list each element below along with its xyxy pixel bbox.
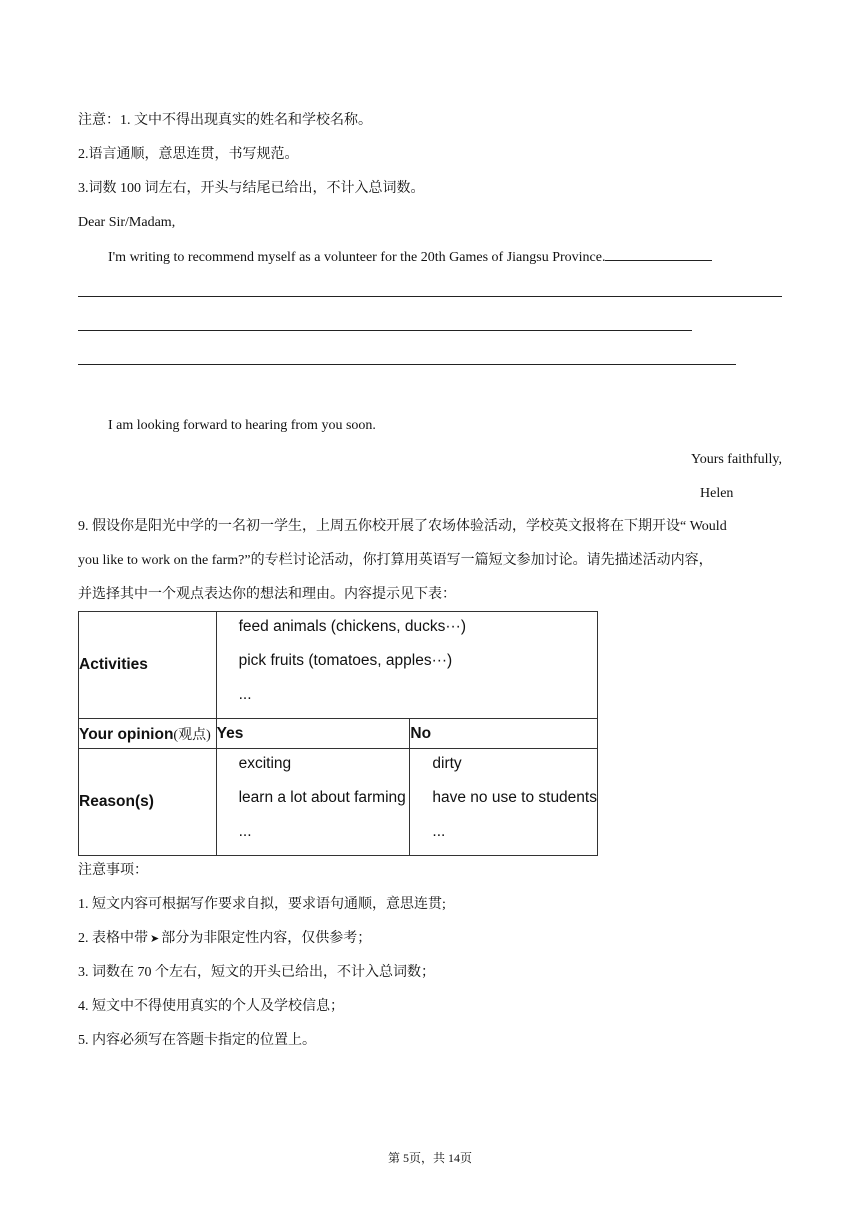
note-rule-3: 3.词数 100 词左右，开头与结尾已给出，不计入总词数。 [78,181,425,196]
yes-reason-item: ... [238,823,252,840]
no-reasons-cell [410,749,598,856]
question-9-line-2: you like to work on the farm?”的专栏讨论活动，你打算用英语写一篇短文参加讨论。请先描述活动内容， [78,553,713,568]
answer-blank-inline [605,248,712,261]
answer-line-3 [78,364,736,365]
note-rule-2: 2.语言通顺，意思连贯，书写规范。 [78,147,299,162]
notes-title: 注意事项： [78,863,148,878]
notes-item-2 [78,930,371,948]
table-row-reasons [79,749,598,856]
activities-cell [216,612,597,719]
notes-item-4: 4. 短文中不得使用真实的个人及学校信息； [78,999,344,1014]
note-rule-1: 注意：1. 文中不得出现真实的姓名和学校名称。 [78,113,372,128]
no-reason-item: dirty [432,755,462,772]
activity-item: pick fruits (tomatoes, apples···) [238,652,453,669]
no-header: No [410,719,598,749]
no-reason-item: have no use to students [432,789,597,806]
letter-name: Helen [700,486,734,501]
table-row-activities [79,612,598,719]
activity-item: feed animals (chickens, ducks···) [238,618,467,635]
opinion-label-note: (观点) [173,727,211,743]
yes-reason-item: learn a lot about farming [238,789,406,806]
reasons-label: Reason(s) [79,749,217,856]
letter-salutation: Dear Sir/Madam, [78,215,176,230]
answer-line-1 [78,296,782,297]
yes-reason-item: exciting [238,755,292,772]
letter-opening [108,248,712,267]
page-footer: 第 5页，共 14页 [387,1151,472,1165]
letter-signoff: Yours faithfully, [690,452,782,467]
activity-item: ... [238,686,252,703]
table-row-opinion [79,719,598,749]
letter-closing: I am looking forward to hearing from you soon. [108,418,376,433]
notes-item-5: 5. 内容必须写在答题卡指定的位置上。 [78,1033,316,1048]
notes-item-3: 3. 词数在 70 个左右，短文的开头已给出，不计入总词数； [78,965,435,980]
prompt-table [78,611,598,856]
arrow-bullet-icon: ➤ [150,933,160,945]
yes-header: Yes [216,719,410,749]
letter-opening-text: I'm writing to recommend myself as a volunteer for the 20th Games of Jiangsu Province. [108,250,606,265]
notes-item-2-post: 部分为非限定性内容，仅供参考； [161,931,372,946]
opinion-label [79,719,217,749]
answer-line-2 [78,330,692,331]
notes-item-2-pre: 2. 表格中带 [78,931,148,946]
no-reason-item: ... [432,823,446,840]
yes-reasons-cell [216,749,410,856]
activities-label: Activities [79,612,217,719]
opinion-label-text: Your opinion [79,725,174,743]
question-9-line-3: 并选择其中一个观点表达你的想法和理由。内容提示见下表： [78,587,456,602]
question-9-line-1: 9. 假设你是阳光中学的一名初一学生，上周五你校开展了农场体验活动，学校英文报将在下期开设“ Would [78,519,727,534]
notes-item-1: 1. 短文内容可根据写作要求自拟，要求语句通顺，意思连贯; [78,897,446,912]
